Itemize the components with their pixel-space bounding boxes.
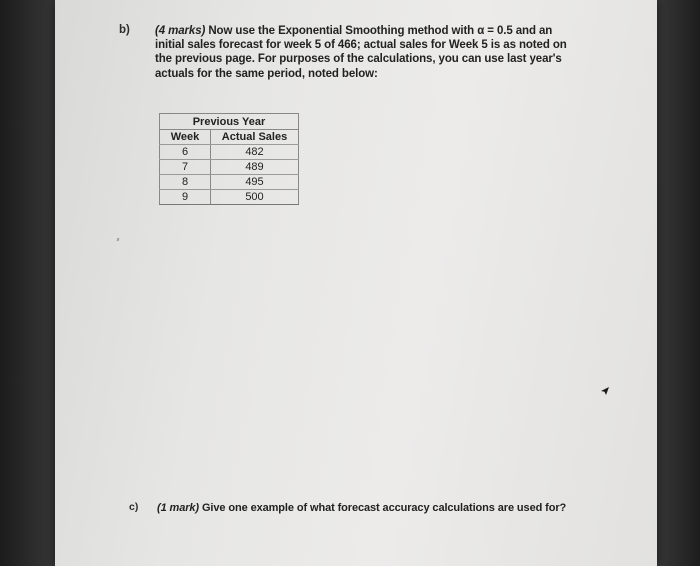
table-header-row [160,130,299,145]
table-title: Previous Year [160,114,299,130]
question-b-line-1 [155,24,575,38]
table-row [160,190,299,205]
question-b-label: b) [119,24,130,36]
question-b-line-1-text: Now use the Exponential Smoothing method with α = 0.5 and an [205,25,553,37]
table-cell-week: 9 [160,190,211,205]
table-cell-sales: 489 [211,160,299,175]
question-c-body: Give one example of what forecast accuracy calculations are used for? [199,502,567,514]
question-c-marks: (1 mark) [157,502,199,514]
question-c-text [157,501,597,515]
table-title-row [160,114,299,130]
previous-year-table [159,113,299,205]
table-header-week: Week [160,130,211,145]
table-cell-sales: 482 [211,145,299,160]
question-c-label: c) [129,501,139,513]
question-b-text [155,24,575,81]
question-b-line-3: the previous page. For purposes of the calculations, you can use last year's [155,53,562,66]
table-header-sales: Actual Sales [211,130,299,145]
table-cell-week: 8 [160,175,211,190]
table-cell-sales: 495 [211,175,299,190]
table-cell-week: 6 [160,145,211,160]
table-row [160,145,299,160]
table-row [160,160,299,175]
paper-sheet [55,0,657,566]
desk-right-edge [652,0,700,566]
table-cell-week: 7 [160,160,211,175]
question-b-line-4: actuals for the same period, noted below: [155,67,378,80]
desk-left-edge [0,0,62,566]
question-b-marks: (4 marks) [155,25,206,37]
arrow-cursor-icon [600,386,610,396]
table-row [160,175,299,190]
question-b-line-2: initial sales forecast for week 5 of 466; actual sales for Week 5 is as noted on [155,39,567,52]
table-cell-sales: 500 [211,190,299,205]
